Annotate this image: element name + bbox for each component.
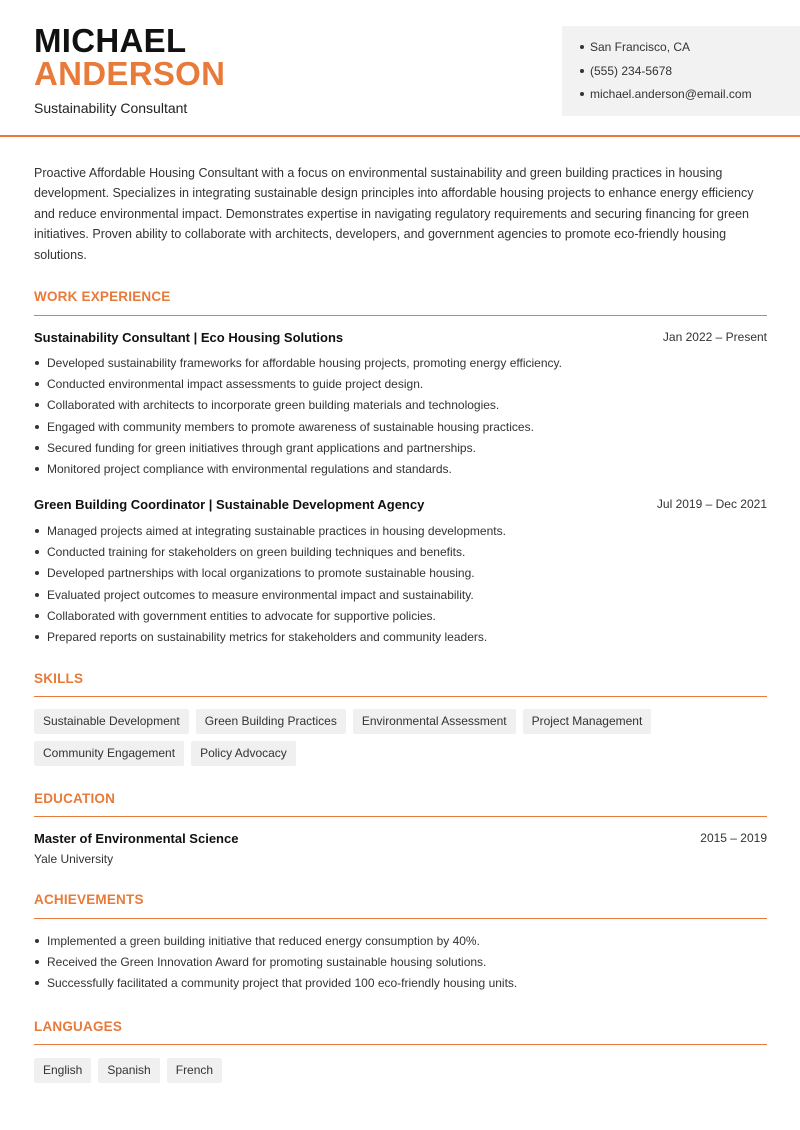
- list-item: Secured funding for green initiatives through grant applications and partnerships.: [34, 440, 767, 461]
- job-bullets: [34, 355, 767, 482]
- language-tags: [34, 1058, 767, 1083]
- summary-paragraph: Proactive Affordable Housing Consultant with a focus on environmental sustainability and green building practices in housing development. Specializes in integrating sustainable design principles into affordable housing projects to enhance energy efficiency and reduce environmental impact. Demonstrates expertise in navigating regulatory requirements and securing financing for green initiatives. Proven ability to collaborate with architects, developers, and government agencies to promote eco-friendly housing solutions.: [34, 166, 754, 262]
- first-name: MICHAEL: [34, 22, 187, 59]
- skill-tag: Sustainable Development: [34, 709, 189, 734]
- language-tag: Spanish: [98, 1058, 159, 1083]
- list-item: Developed partnerships with local organizations to promote sustainable housing.: [34, 565, 767, 586]
- list-item: Successfully facilitated a community project that provided 100 eco-friendly housing units.: [34, 975, 767, 996]
- language-tag: French: [167, 1058, 222, 1083]
- skill-tag: Environmental Assessment: [353, 709, 516, 734]
- skill-tag: Project Management: [523, 709, 652, 734]
- language-tag: English: [34, 1058, 91, 1083]
- section-divider: [34, 696, 767, 697]
- list-item: Monitored project compliance with environmental regulations and standards.: [34, 461, 767, 482]
- list-item: Conducted training for stakeholders on green building techniques and benefits.: [34, 544, 767, 565]
- contact-phone: (555) 234-5678: [580, 62, 800, 86]
- section-title-achievements: ACHIEVEMENTS: [34, 892, 144, 907]
- contact-email[interactable]: michael.anderson@email.com: [580, 85, 800, 109]
- skill-tag: Community Engagement: [34, 741, 184, 766]
- section-title-work: WORK EXPERIENCE: [34, 289, 171, 304]
- list-item: Managed projects aimed at integrating sustainable practices in housing developments.: [34, 523, 767, 544]
- job-role: Green Building Coordinator | Sustainable Development Agency: [34, 497, 425, 512]
- education-dates: 2015 – 2019: [700, 831, 767, 845]
- job-header: [34, 330, 767, 348]
- skill-tag: Policy Advocacy: [191, 741, 296, 766]
- list-item: Evaluated project outcomes to measure environmental impact and sustainability.: [34, 587, 767, 608]
- section-title-education: EDUCATION: [34, 791, 116, 806]
- list-item: Implemented a green building initiative that reduced energy consumption by 40%.: [34, 933, 767, 954]
- contact-location: San Francisco, CA: [580, 38, 800, 62]
- job-dates: Jan 2022 – Present: [662, 330, 767, 344]
- skill-tag: Green Building Practices: [196, 709, 346, 734]
- skills-tags: [34, 709, 767, 766]
- section-divider: [34, 1044, 767, 1045]
- achievement-bullets: [34, 933, 767, 997]
- section-divider: [34, 315, 767, 316]
- last-name: ANDERSON: [34, 55, 226, 92]
- job-role: Sustainability Consultant | Eco Housing Solutions: [34, 330, 344, 345]
- list-item: Engaged with community members to promote awareness of sustainable housing practices.: [34, 419, 767, 440]
- education-degree: Master of Environmental Science: [34, 831, 239, 846]
- list-item: Conducted environmental impact assessments to guide project design.: [34, 376, 767, 397]
- section-divider: [34, 816, 767, 817]
- job-title: Sustainability Consultant: [34, 100, 188, 116]
- list-item: Developed sustainability frameworks for affordable housing projects, promoting energy efficiency.: [34, 355, 767, 376]
- resume-header: [0, 0, 800, 137]
- job-dates: Jul 2019 – Dec 2021: [656, 497, 767, 511]
- contact-box: [562, 26, 800, 116]
- job-header: [34, 497, 767, 515]
- list-item: Collaborated with architects to incorporate green building materials and technologies.: [34, 397, 767, 418]
- list-item: Collaborated with government entities to advocate for supportive policies.: [34, 608, 767, 629]
- list-item: Received the Green Innovation Award for promoting sustainable housing solutions.: [34, 954, 767, 975]
- list-item: Prepared reports on sustainability metrics for stakeholders and community leaders.: [34, 629, 767, 650]
- job-bullets: [34, 523, 767, 650]
- section-divider: [34, 918, 767, 919]
- section-title-languages: LANGUAGES: [34, 1019, 123, 1034]
- education-school: Yale University: [34, 852, 114, 866]
- section-title-skills: SKILLS: [34, 671, 84, 686]
